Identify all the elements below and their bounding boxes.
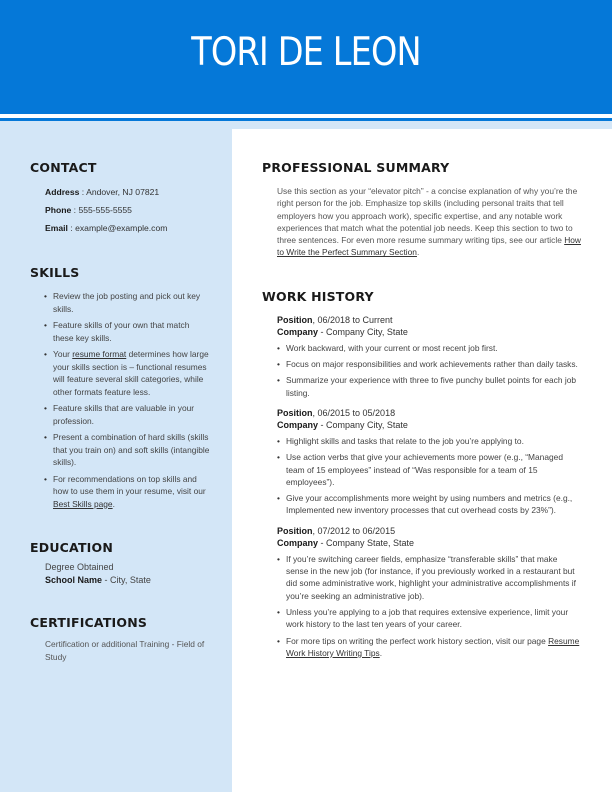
job-position: Position — [277, 314, 313, 325]
skills-list — [44, 290, 210, 510]
phone-value: 555-555-5555 — [78, 205, 132, 215]
job-company: Company — [277, 420, 319, 431]
job-company-line — [277, 326, 582, 339]
job-bullet: • Summarize your experience with three to five punchy bullet points for each job listing. — [277, 374, 582, 399]
degree: Degree Obtained — [45, 562, 114, 572]
email-line: Email : example@example.com — [45, 223, 168, 233]
job-bullet: • Give your accomplishments more weight by using numbers and metrics (e.g., Implemented new inventory processes that cut overhead costs by 23%”). — [277, 492, 582, 517]
job-position: Position — [277, 407, 313, 418]
job-bullet: • Work backward, with your current or most recent job first. — [277, 342, 582, 354]
job-company-line — [277, 419, 582, 432]
phone-label: Phone — [45, 205, 72, 215]
job-position-line — [277, 407, 582, 420]
job-company: Company — [277, 327, 319, 338]
skill-item: • Feature skills of your own that match these key skills. — [44, 319, 210, 344]
job-bullets — [277, 342, 582, 399]
school-location: - City, State — [102, 575, 151, 585]
skill-item: • Review the job posting and pick out key skills. — [44, 290, 210, 315]
contact-title: CONTACT — [30, 160, 97, 175]
job-bullet-text: . — [379, 647, 383, 658]
job-bullet — [277, 635, 582, 660]
skill-item — [44, 348, 210, 398]
skill-text: . — [112, 498, 115, 509]
job-position-line — [277, 525, 582, 538]
address-label: Address — [45, 187, 80, 197]
best-skills-link[interactable]: Best Skills page — [53, 498, 113, 509]
education-title: EDUCATION — [30, 540, 114, 555]
job-dates: , 06/2018 to Current — [312, 314, 393, 325]
job-bullet: • If you’re switching career fields, emphasize “transferable skills” that make sense in the new job (for instance, if you previously worked in a restaurant but did some administrative work, highlight your administrative accomplishments if you’re seeking an administrative job). — [277, 553, 582, 602]
job-location: - Company City, State — [318, 327, 408, 338]
job-dates: , 07/2012 to 06/2015 — [312, 525, 396, 536]
skill-text: determines how large your skills section is – functional resumes will feature several skill categories, while other formats feature less. — [53, 349, 209, 397]
job-bullet: • Unless you’re applying to a job that requires extensive experience, limit your work history to the last ten years of your career. — [277, 606, 582, 631]
job-entry — [277, 407, 582, 517]
certifications-title: CERTIFICATIONS — [30, 615, 148, 630]
certifications-section — [30, 615, 210, 663]
skills-title: SKILLS — [30, 265, 80, 280]
job-location: - Company State, State — [318, 538, 415, 549]
job-company: Company — [277, 538, 319, 549]
summary-text — [277, 185, 582, 259]
job-position-line — [277, 314, 582, 327]
contact-section — [30, 160, 210, 237]
candidate-name: TORI DE LEON — [191, 30, 421, 75]
skill-item — [44, 473, 210, 511]
email-label: Email — [45, 223, 68, 233]
address-value: Andover, NJ 07821 — [86, 187, 160, 197]
summary-section — [262, 160, 582, 259]
certification-text: Certification or additional Training - Field of Study — [45, 639, 205, 662]
resume-format-link[interactable]: resume format — [72, 349, 127, 359]
job-bullet: • Use action verbs that give your achievements more power (e.g., “Managed team of 15 employees” instead of “Was responsible for a team of 15 employees”). — [277, 451, 582, 488]
summary-body: Use this section as your “elevator pitch” - a concise explanation of why you’re the right person for the job. Emphasize top skills (including personal traits that tell employers how you approach work), specific expertise, and any notable work experiences that match what the potential job needs. Keep this section to two to three sentences. For even more resume summary writing tips, see our article — [277, 186, 578, 246]
email-value: example@example.com — [75, 223, 168, 233]
job-bullet: • Focus on major responsibilities and work achievements rather than daily tasks. — [277, 358, 582, 370]
job-entry — [277, 314, 582, 399]
summary-end: . — [416, 247, 420, 258]
work-history-title: WORK HISTORY — [262, 288, 374, 304]
job-bullets — [277, 435, 582, 517]
job-company-line — [277, 537, 582, 550]
sidebar — [30, 160, 210, 685]
job-position: Position — [277, 525, 313, 536]
address-line: Address : Andover, NJ 07821 — [45, 187, 160, 197]
skills-section — [30, 265, 210, 510]
school-label: School Name — [45, 575, 103, 585]
skill-item: • Feature skills that are valuable in your profession. — [44, 402, 210, 427]
skill-item: • Present a combination of hard skills (skills that you train on) and soft skills (intangible skills). — [44, 431, 210, 469]
main-column — [262, 160, 582, 679]
job-entry — [277, 525, 582, 659]
education-section — [30, 540, 210, 587]
phone-line: Phone : 555-555-5555 — [45, 205, 132, 215]
header-banner — [0, 0, 612, 114]
summary-link[interactable]: How to Write the Perfect Summary Section — [277, 235, 581, 258]
skill-text: Your — [53, 349, 73, 359]
job-location: - Company City, State — [318, 420, 408, 431]
summary-title: PROFESSIONAL SUMMARY — [262, 160, 450, 175]
work-history-tips-link[interactable]: Resume Work History Writing Tips — [286, 635, 580, 658]
work-history-section — [262, 289, 582, 659]
job-bullet: • Highlight skills and tasks that relate to the job you’re applying to. — [277, 435, 582, 447]
school — [45, 574, 210, 587]
skill-text: For recommendations on top skills and how to use them in your resume, visit our — [53, 473, 206, 496]
job-bullets — [277, 553, 582, 659]
job-bullet-text: For more tips on writing the perfect work history section, visit our page — [286, 635, 549, 646]
job-dates: , 06/2015 to 05/2018 — [312, 407, 396, 418]
